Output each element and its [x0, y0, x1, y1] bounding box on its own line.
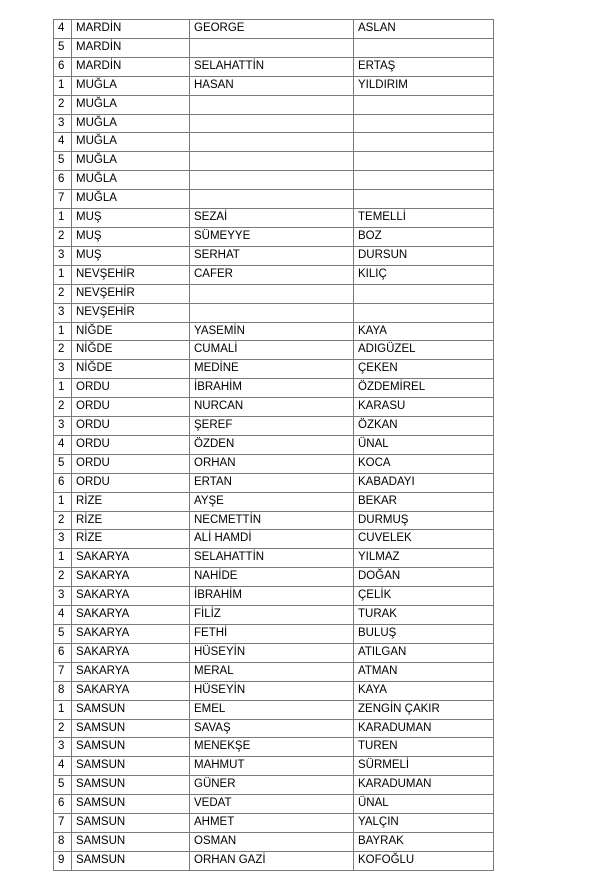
first-name-cell: MAHMUT	[190, 757, 354, 776]
first-name-cell: ÖZDEN	[190, 435, 354, 454]
province-cell: ORDU	[72, 454, 190, 473]
rank-cell: 4	[54, 606, 72, 625]
last-name-cell: ATMAN	[354, 662, 494, 681]
first-name-cell: MENEKŞE	[190, 738, 354, 757]
province-cell: SAMSUN	[72, 814, 190, 833]
first-name-cell: NAHİDE	[190, 568, 354, 587]
table-row	[54, 303, 494, 322]
last-name-cell: KARADUMAN	[354, 719, 494, 738]
rank-cell: 4	[54, 133, 72, 152]
table-row	[54, 851, 494, 870]
first-name-cell	[190, 95, 354, 114]
first-name-cell: YASEMİN	[190, 322, 354, 341]
table-row	[54, 643, 494, 662]
province-cell: MUĞLA	[72, 76, 190, 95]
province-cell: MUĞLA	[72, 190, 190, 209]
rank-cell: 6	[54, 473, 72, 492]
rank-cell: 5	[54, 454, 72, 473]
last-name-cell: DURMUŞ	[354, 511, 494, 530]
rank-cell: 2	[54, 341, 72, 360]
last-name-cell: ZENGİN ÇAKIR	[354, 700, 494, 719]
table-row	[54, 662, 494, 681]
table-row	[54, 606, 494, 625]
table-row	[54, 171, 494, 190]
province-cell: MUŞ	[72, 246, 190, 265]
last-name-cell: YILDIRIM	[354, 76, 494, 95]
first-name-cell	[190, 38, 354, 57]
province-cell: RİZE	[72, 511, 190, 530]
table-row	[54, 417, 494, 436]
first-name-cell	[190, 133, 354, 152]
province-cell: NEVŞEHİR	[72, 303, 190, 322]
table-row	[54, 814, 494, 833]
rank-cell: 3	[54, 360, 72, 379]
rank-cell: 4	[54, 435, 72, 454]
table-row	[54, 322, 494, 341]
rank-cell: 3	[54, 246, 72, 265]
first-name-cell: AHMET	[190, 814, 354, 833]
province-cell: MUĞLA	[72, 171, 190, 190]
table-row	[54, 152, 494, 171]
rank-cell: 4	[54, 757, 72, 776]
province-cell: SAMSUN	[72, 700, 190, 719]
province-cell: ORDU	[72, 473, 190, 492]
rank-cell: 2	[54, 95, 72, 114]
table-row	[54, 114, 494, 133]
province-cell: RİZE	[72, 492, 190, 511]
province-cell: SAMSUN	[72, 757, 190, 776]
rank-cell: 9	[54, 851, 72, 870]
province-cell: SAMSUN	[72, 776, 190, 795]
last-name-cell: KARADUMAN	[354, 776, 494, 795]
last-name-cell	[354, 38, 494, 57]
rank-cell: 2	[54, 719, 72, 738]
province-cell: NİĞDE	[72, 341, 190, 360]
rank-cell: 2	[54, 227, 72, 246]
last-name-cell	[354, 303, 494, 322]
table-row	[54, 473, 494, 492]
rank-cell: 7	[54, 190, 72, 209]
rank-cell: 3	[54, 738, 72, 757]
province-cell: SAMSUN	[72, 719, 190, 738]
rank-cell: 5	[54, 625, 72, 644]
province-cell: MUĞLA	[72, 152, 190, 171]
rank-cell: 8	[54, 832, 72, 851]
rank-cell: 1	[54, 209, 72, 228]
last-name-cell: YALÇIN	[354, 814, 494, 833]
rank-cell: 6	[54, 57, 72, 76]
last-name-cell: KOFOĞLU	[354, 851, 494, 870]
province-cell: MUŞ	[72, 227, 190, 246]
table-row	[54, 341, 494, 360]
province-cell: SAKARYA	[72, 549, 190, 568]
province-cell: SAMSUN	[72, 738, 190, 757]
table-row	[54, 379, 494, 398]
first-name-cell: ŞEREF	[190, 417, 354, 436]
first-name-cell: FİLİZ	[190, 606, 354, 625]
last-name-cell: ASLAN	[354, 20, 494, 39]
first-name-cell: EMEL	[190, 700, 354, 719]
last-name-cell: DURSUN	[354, 246, 494, 265]
rank-cell: 1	[54, 265, 72, 284]
first-name-cell: ERTAN	[190, 473, 354, 492]
table-row	[54, 795, 494, 814]
table-row	[54, 530, 494, 549]
first-name-cell: ORHAN GAZİ	[190, 851, 354, 870]
first-name-cell: ALİ HAMDİ	[190, 530, 354, 549]
first-name-cell	[190, 303, 354, 322]
last-name-cell: BULUŞ	[354, 625, 494, 644]
rank-cell: 2	[54, 568, 72, 587]
province-cell: MARDİN	[72, 20, 190, 39]
first-name-cell: OSMAN	[190, 832, 354, 851]
first-name-cell: İBRAHİM	[190, 379, 354, 398]
last-name-cell: CUVELEK	[354, 530, 494, 549]
province-cell: RİZE	[72, 530, 190, 549]
last-name-cell	[354, 95, 494, 114]
last-name-cell: ÖZDEMİREL	[354, 379, 494, 398]
province-cell: SAMSUN	[72, 851, 190, 870]
province-cell: SAMSUN	[72, 832, 190, 851]
rank-cell: 5	[54, 776, 72, 795]
last-name-cell: BAYRAK	[354, 832, 494, 851]
table-row	[54, 700, 494, 719]
first-name-cell: SERHAT	[190, 246, 354, 265]
table-row	[54, 133, 494, 152]
province-cell: SAKARYA	[72, 643, 190, 662]
table-row	[54, 832, 494, 851]
rank-cell: 3	[54, 530, 72, 549]
province-cell: MUŞ	[72, 209, 190, 228]
first-name-cell: SELAHATTİN	[190, 57, 354, 76]
first-name-cell: GEORGE	[190, 20, 354, 39]
last-name-cell: DOĞAN	[354, 568, 494, 587]
province-cell: SAKARYA	[72, 625, 190, 644]
first-name-cell: GÜNER	[190, 776, 354, 795]
last-name-cell	[354, 171, 494, 190]
rank-cell: 3	[54, 587, 72, 606]
rank-cell: 7	[54, 662, 72, 681]
table-row	[54, 549, 494, 568]
first-name-cell: NECMETTİN	[190, 511, 354, 530]
province-cell: NİĞDE	[72, 360, 190, 379]
province-cell: SAKARYA	[72, 662, 190, 681]
province-cell: MUĞLA	[72, 114, 190, 133]
last-name-cell: ADIGÜZEL	[354, 341, 494, 360]
last-name-cell: ERTAŞ	[354, 57, 494, 76]
rank-cell: 8	[54, 681, 72, 700]
table-row	[54, 435, 494, 454]
last-name-cell	[354, 284, 494, 303]
first-name-cell	[190, 171, 354, 190]
rank-cell: 3	[54, 114, 72, 133]
table-row	[54, 76, 494, 95]
last-name-cell: BOZ	[354, 227, 494, 246]
first-name-cell: SEZAİ	[190, 209, 354, 228]
last-name-cell	[354, 114, 494, 133]
rank-cell: 6	[54, 795, 72, 814]
province-cell: NEVŞEHİR	[72, 284, 190, 303]
first-name-cell: MERAL	[190, 662, 354, 681]
first-name-cell	[190, 284, 354, 303]
province-cell: SAMSUN	[72, 795, 190, 814]
last-name-cell: YILMAZ	[354, 549, 494, 568]
first-name-cell: HÜSEYİN	[190, 643, 354, 662]
last-name-cell: ÜNAL	[354, 435, 494, 454]
rank-cell: 1	[54, 76, 72, 95]
table-row	[54, 776, 494, 795]
first-name-cell	[190, 190, 354, 209]
rank-cell: 5	[54, 38, 72, 57]
first-name-cell: MEDİNE	[190, 360, 354, 379]
province-cell: MARDİN	[72, 38, 190, 57]
first-name-cell: HÜSEYİN	[190, 681, 354, 700]
last-name-cell: TURAK	[354, 606, 494, 625]
rank-cell: 1	[54, 549, 72, 568]
last-name-cell: SÜRMELİ	[354, 757, 494, 776]
province-cell: SAKARYA	[72, 568, 190, 587]
last-name-cell	[354, 133, 494, 152]
table-row	[54, 681, 494, 700]
table-row	[54, 738, 494, 757]
last-name-cell: KILIÇ	[354, 265, 494, 284]
province-cell: ORDU	[72, 435, 190, 454]
table-row	[54, 209, 494, 228]
province-cell: ORDU	[72, 379, 190, 398]
rank-cell: 1	[54, 322, 72, 341]
table-row	[54, 246, 494, 265]
rank-cell: 1	[54, 379, 72, 398]
table-row	[54, 190, 494, 209]
candidate-list-page	[53, 19, 494, 871]
last-name-cell: KABADAYI	[354, 473, 494, 492]
last-name-cell: KAYA	[354, 322, 494, 341]
last-name-cell: ÜNAL	[354, 795, 494, 814]
first-name-cell: CAFER	[190, 265, 354, 284]
first-name-cell: SÜMEYYE	[190, 227, 354, 246]
rank-cell: 2	[54, 398, 72, 417]
rank-cell: 3	[54, 417, 72, 436]
province-cell: MUĞLA	[72, 95, 190, 114]
last-name-cell: BEKAR	[354, 492, 494, 511]
province-cell: SAKARYA	[72, 606, 190, 625]
table-row	[54, 454, 494, 473]
last-name-cell: TUREN	[354, 738, 494, 757]
table-row	[54, 20, 494, 39]
table-row	[54, 492, 494, 511]
table-row	[54, 398, 494, 417]
rank-cell: 7	[54, 814, 72, 833]
candidate-table	[53, 19, 494, 871]
first-name-cell	[190, 152, 354, 171]
rank-cell: 6	[54, 171, 72, 190]
last-name-cell: TEMELLİ	[354, 209, 494, 228]
table-row	[54, 284, 494, 303]
rank-cell: 2	[54, 284, 72, 303]
table-row	[54, 360, 494, 379]
first-name-cell: ORHAN	[190, 454, 354, 473]
table-row	[54, 265, 494, 284]
first-name-cell	[190, 114, 354, 133]
rank-cell: 1	[54, 700, 72, 719]
last-name-cell: KARASU	[354, 398, 494, 417]
province-cell: SAKARYA	[72, 587, 190, 606]
table-row	[54, 719, 494, 738]
table-row	[54, 757, 494, 776]
table-row	[54, 587, 494, 606]
first-name-cell: NURCAN	[190, 398, 354, 417]
province-cell: ORDU	[72, 417, 190, 436]
table-row	[54, 568, 494, 587]
first-name-cell: FETHİ	[190, 625, 354, 644]
table-row	[54, 57, 494, 76]
table-row	[54, 227, 494, 246]
last-name-cell: ÖZKAN	[354, 417, 494, 436]
province-cell: ORDU	[72, 398, 190, 417]
rank-cell: 4	[54, 20, 72, 39]
rank-cell: 5	[54, 152, 72, 171]
candidate-table-body	[54, 20, 494, 871]
first-name-cell: SAVAŞ	[190, 719, 354, 738]
last-name-cell: ATILGAN	[354, 643, 494, 662]
table-row	[54, 95, 494, 114]
last-name-cell	[354, 190, 494, 209]
first-name-cell: AYŞE	[190, 492, 354, 511]
province-cell: NEVŞEHİR	[72, 265, 190, 284]
table-row	[54, 38, 494, 57]
first-name-cell: HASAN	[190, 76, 354, 95]
province-cell: MUĞLA	[72, 133, 190, 152]
first-name-cell: CUMALİ	[190, 341, 354, 360]
table-row	[54, 511, 494, 530]
province-cell: NİĞDE	[72, 322, 190, 341]
last-name-cell: KAYA	[354, 681, 494, 700]
last-name-cell	[354, 152, 494, 171]
first-name-cell: VEDAT	[190, 795, 354, 814]
first-name-cell: İBRAHİM	[190, 587, 354, 606]
table-row	[54, 625, 494, 644]
rank-cell: 2	[54, 511, 72, 530]
province-cell: SAKARYA	[72, 681, 190, 700]
rank-cell: 6	[54, 643, 72, 662]
first-name-cell: SELAHATTİN	[190, 549, 354, 568]
rank-cell: 1	[54, 492, 72, 511]
last-name-cell: ÇEKEN	[354, 360, 494, 379]
last-name-cell: KOCA	[354, 454, 494, 473]
rank-cell: 3	[54, 303, 72, 322]
province-cell: MARDİN	[72, 57, 190, 76]
last-name-cell: ÇELİK	[354, 587, 494, 606]
